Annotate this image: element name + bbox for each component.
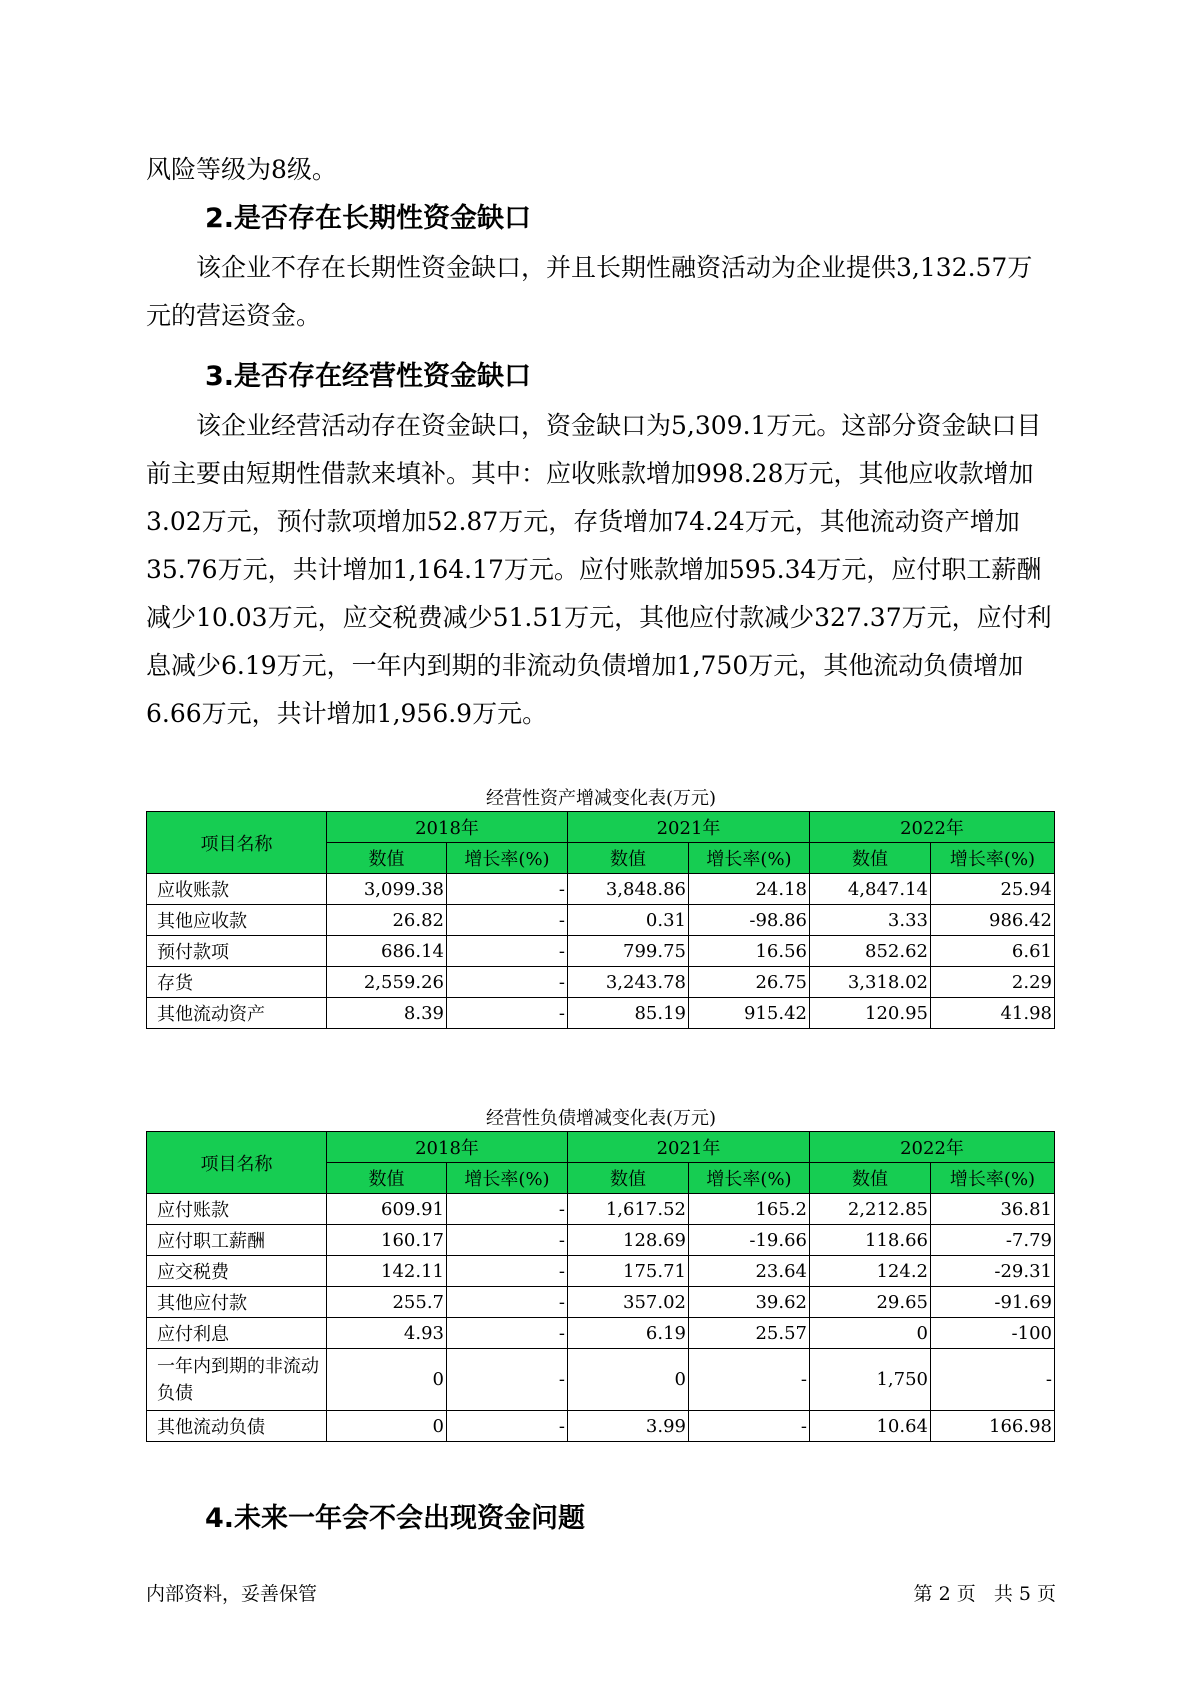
paragraph-long-term-gap: 该企业不存在长期性资金缺口，并且长期性融资活动为企业提供3,132.57万元的营运资金。 (146, 253, 1033, 330)
liability-change-table (146, 1131, 1055, 1442)
value-cell: 2,212.85 (810, 1194, 931, 1225)
value-cell: 852.62 (810, 936, 931, 967)
year-header: 2021年 (568, 812, 810, 843)
growth-cell: - (447, 1318, 568, 1349)
row-label: 应付职工薪酬 (147, 1225, 327, 1256)
growth-cell: - (931, 1349, 1055, 1411)
value-cell: 1,750 (810, 1349, 931, 1411)
value-cell: 4.93 (327, 1318, 447, 1349)
heading-next-year: 4.未来一年会不会出现资金问题 (205, 1503, 586, 1534)
value-cell: 26.82 (327, 905, 447, 936)
value-header: 数值 (568, 1163, 689, 1194)
year-header: 2022年 (810, 812, 1055, 843)
growth-cell: 165.2 (689, 1194, 810, 1225)
table-row (147, 936, 1055, 967)
value-cell: 8.39 (327, 998, 447, 1029)
value-cell: 128.69 (568, 1225, 689, 1256)
value-cell: 3,099.38 (327, 874, 447, 905)
value-cell: 0.31 (568, 905, 689, 936)
growth-cell: 6.61 (931, 936, 1055, 967)
value-cell: 3.33 (810, 905, 931, 936)
row-label: 预付款项 (147, 936, 327, 967)
table-row (147, 1411, 1055, 1442)
row-label: 存货 (147, 967, 327, 998)
growth-cell: -19.66 (689, 1225, 810, 1256)
growth-cell: 39.62 (689, 1287, 810, 1318)
growth-cell: - (447, 1256, 568, 1287)
table1-caption: 经营性资产增减变化表(万元) (485, 788, 717, 809)
growth-header: 增长率(%) (689, 1163, 810, 1194)
value-cell: 609.91 (327, 1194, 447, 1225)
growth-cell: 986.42 (931, 905, 1055, 936)
growth-cell: 25.57 (689, 1318, 810, 1349)
growth-cell: - (689, 1411, 810, 1442)
growth-cell: - (447, 1287, 568, 1318)
value-cell: 6.19 (568, 1318, 689, 1349)
value-cell: 1,617.52 (568, 1194, 689, 1225)
row-label: 应收账款 (147, 874, 327, 905)
value-cell: 10.64 (810, 1411, 931, 1442)
value-cell: 85.19 (568, 998, 689, 1029)
value-cell: 3.99 (568, 1411, 689, 1442)
table2-caption: 经营性负债增减变化表(万元) (485, 1108, 717, 1129)
row-label: 应付账款 (147, 1194, 327, 1225)
growth-cell: 166.98 (931, 1411, 1055, 1442)
growth-header: 增长率(%) (447, 1163, 568, 1194)
growth-cell: 2.29 (931, 967, 1055, 998)
table-row (147, 967, 1055, 998)
value-header: 数值 (568, 843, 689, 874)
heading-long-term-gap: 2.是否存在长期性资金缺口 (205, 203, 532, 234)
growth-cell: - (447, 998, 568, 1029)
table-row (147, 1318, 1055, 1349)
value-cell: 142.11 (327, 1256, 447, 1287)
growth-cell: - (447, 1225, 568, 1256)
growth-cell: 26.75 (689, 967, 810, 998)
value-cell: 0 (327, 1411, 447, 1442)
table-row (147, 1349, 1055, 1411)
value-cell: 2,559.26 (327, 967, 447, 998)
table-row (147, 998, 1055, 1029)
growth-cell: -29.31 (931, 1256, 1055, 1287)
item-name-header: 项目名称 (147, 812, 327, 874)
value-cell: 0 (810, 1318, 931, 1349)
growth-cell: -91.69 (931, 1287, 1055, 1318)
value-header: 数值 (810, 1163, 931, 1194)
heading-operating-gap: 3.是否存在经营性资金缺口 (205, 361, 532, 392)
value-cell: 29.65 (810, 1287, 931, 1318)
value-cell: 686.14 (327, 936, 447, 967)
growth-header: 增长率(%) (689, 843, 810, 874)
row-label: 其他应收款 (147, 905, 327, 936)
value-cell: 160.17 (327, 1225, 447, 1256)
growth-cell: 36.81 (931, 1194, 1055, 1225)
row-label: 应付利息 (147, 1318, 327, 1349)
growth-header: 增长率(%) (931, 843, 1055, 874)
year-header: 2021年 (568, 1132, 810, 1163)
growth-cell: 24.18 (689, 874, 810, 905)
growth-cell: 41.98 (931, 998, 1055, 1029)
year-header: 2018年 (327, 1132, 568, 1163)
growth-cell: -100 (931, 1318, 1055, 1349)
value-cell: 3,318.02 (810, 967, 931, 998)
year-header: 2018年 (327, 812, 568, 843)
growth-cell: - (447, 905, 568, 936)
value-header: 数值 (327, 843, 447, 874)
paragraph-risk-level: 风险等级为8级。 (146, 155, 337, 184)
value-cell: 118.66 (810, 1225, 931, 1256)
value-cell: 0 (327, 1349, 447, 1411)
growth-cell: - (447, 1411, 568, 1442)
table-row (147, 1256, 1055, 1287)
growth-cell: 23.64 (689, 1256, 810, 1287)
growth-cell: - (447, 936, 568, 967)
table-row (147, 874, 1055, 905)
growth-cell: 25.94 (931, 874, 1055, 905)
growth-cell: - (447, 1349, 568, 1411)
table-row (147, 1287, 1055, 1318)
value-cell: 3,848.86 (568, 874, 689, 905)
row-label: 应交税费 (147, 1256, 327, 1287)
value-header: 数值 (810, 843, 931, 874)
growth-cell: 915.42 (689, 998, 810, 1029)
item-name-header: 项目名称 (147, 1132, 327, 1194)
paragraph-operating-gap: 该企业经营活动存在资金缺口，资金缺口为5,309.1万元。这部分资金缺口目前主要由短期性借款来填补。其中：应收账款增加998.28万元，其他应收款增加3.02万元，预付款项增加52.87万元，存货增加74.24万元，其他流动资产增加35.76万元，共计增加1,164.17万元。应付账款增加595.34万元，应付职工薪酬减少10.03万元，应交税费减少51.51万元，其他应付款减少327.37万元，应付利息减少6.19万元，一年内到期的非流动负债增加1,750万元，其他流动负债增加6.66万元，共计增加1,956.9万元。 (146, 411, 1052, 728)
growth-cell: - (447, 967, 568, 998)
value-cell: 357.02 (568, 1287, 689, 1318)
footer-confidential: 内部资料，妥善保管 (146, 1583, 318, 1605)
table-row (147, 1225, 1055, 1256)
asset-change-table (146, 811, 1055, 1029)
row-label: 一年内到期的非流动负债 (147, 1349, 327, 1411)
table-row (147, 1194, 1055, 1225)
value-cell: 0 (568, 1349, 689, 1411)
value-cell: 799.75 (568, 936, 689, 967)
value-cell: 124.2 (810, 1256, 931, 1287)
value-cell: 255.7 (327, 1287, 447, 1318)
growth-header: 增长率(%) (931, 1163, 1055, 1194)
growth-cell: - (689, 1349, 810, 1411)
value-cell: 175.71 (568, 1256, 689, 1287)
growth-header: 增长率(%) (447, 843, 568, 874)
table-row (147, 905, 1055, 936)
row-label: 其他应付款 (147, 1287, 327, 1318)
growth-cell: - (447, 874, 568, 905)
growth-cell: 16.56 (689, 936, 810, 967)
row-label: 其他流动负债 (147, 1411, 327, 1442)
value-cell: 3,243.78 (568, 967, 689, 998)
year-header: 2022年 (810, 1132, 1055, 1163)
growth-cell: -7.79 (931, 1225, 1055, 1256)
value-cell: 120.95 (810, 998, 931, 1029)
row-label: 其他流动资产 (147, 998, 327, 1029)
footer-page-number: 第 2 页 共 5 页 (913, 1583, 1056, 1605)
value-header: 数值 (327, 1163, 447, 1194)
value-cell: 4,847.14 (810, 874, 931, 905)
growth-cell: - (447, 1194, 568, 1225)
growth-cell: -98.86 (689, 905, 810, 936)
